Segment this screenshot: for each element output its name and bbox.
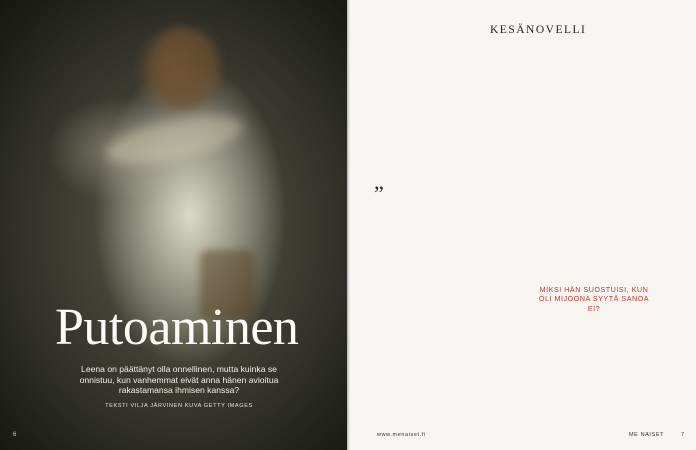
- body-column-1: [377, 184, 448, 421]
- pull-quote: MIKSI HÄN SUOSTUISI, KUN OLI MIJOONA SYYTÄ SANOA EI?: [538, 285, 650, 313]
- body-column-2: [453, 184, 524, 421]
- page-number-right: 7: [681, 432, 685, 438]
- right-page: [350, 0, 696, 450]
- photo-figure-hair: [150, 28, 220, 108]
- story-credit: TEKSTI VILJA JÄRVINEN KUVA GETTY IMAGES: [105, 403, 253, 409]
- left-page-photo: [0, 0, 347, 450]
- story-lede: Leena on päättänyt olla onnellinen, mutta kuinka se onnistuu, kun vanhemmat eivät anna hänen avioitua rakastamansa ihmisen kanssa?: [79, 364, 279, 396]
- story-title: Putoaminen: [55, 299, 299, 356]
- section-label: KESÄNOVELLI: [490, 24, 587, 36]
- dialogue-quote-mark-icon: ”: [374, 181, 384, 206]
- photo-figure-arm: [102, 106, 247, 174]
- footer-magazine-name: ME NAISET: [629, 432, 665, 438]
- page-number-left: 6: [13, 432, 17, 438]
- footer-url: www.menaiset.fi: [377, 432, 426, 438]
